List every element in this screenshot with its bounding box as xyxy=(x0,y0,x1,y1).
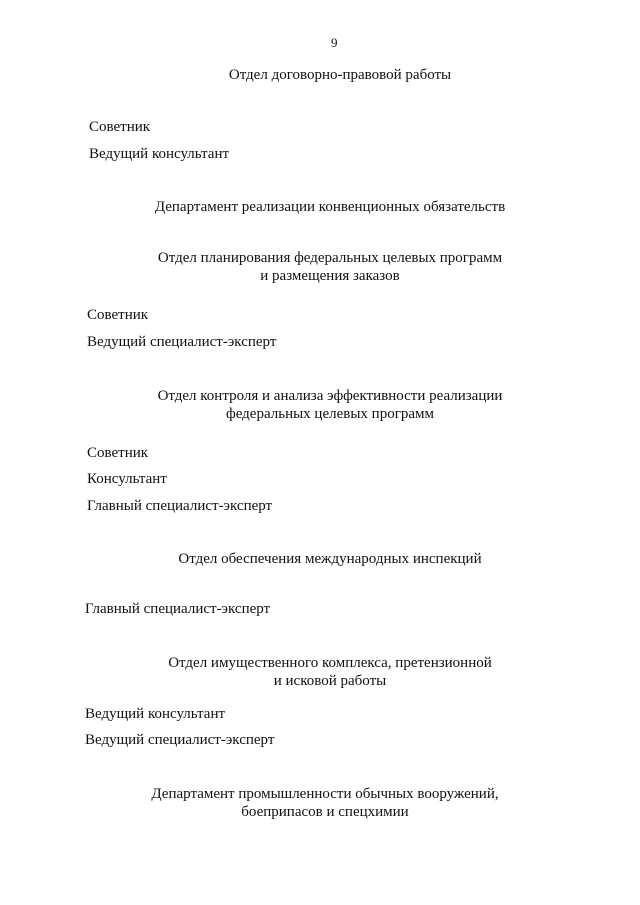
position-item: Главный специалист-эксперт xyxy=(85,601,271,617)
department-heading: Департамент промышленности обычных вооружений, xyxy=(151,786,499,802)
position-item: Ведущий специалист-эксперт xyxy=(85,732,275,748)
section-heading: федеральных целевых программ xyxy=(225,406,434,422)
department-heading: боеприпасов и спецхимии xyxy=(241,804,409,820)
position-item: Ведущий консультант xyxy=(85,706,226,722)
position-item: Советник xyxy=(87,307,149,323)
department-heading: Департамент реализации конвенционных обязательств xyxy=(154,199,506,215)
section-heading: Отдел договорно-правовой работы xyxy=(228,67,452,83)
section-heading: и исковой работы xyxy=(273,673,387,689)
position-item: Консультант xyxy=(87,471,167,487)
position-item: Советник xyxy=(87,445,149,461)
position-item: Ведущий консультант xyxy=(89,146,230,162)
position-item: Главный специалист-эксперт xyxy=(87,498,273,514)
position-item: Ведущий специалист-эксперт xyxy=(87,334,277,350)
section-heading: Отдел планирования федеральных целевых программ xyxy=(157,250,503,266)
section-heading: Отдел имущественного комплекса, претензионной xyxy=(168,655,492,671)
position-item: Советник xyxy=(89,119,151,135)
page-number: 9 xyxy=(331,35,338,50)
section-heading: и размещения заказов xyxy=(260,268,400,284)
section-heading: Отдел обеспечения международных инспекций xyxy=(178,551,482,567)
section-heading: Отдел контроля и анализа эффективности реализации xyxy=(157,388,503,404)
